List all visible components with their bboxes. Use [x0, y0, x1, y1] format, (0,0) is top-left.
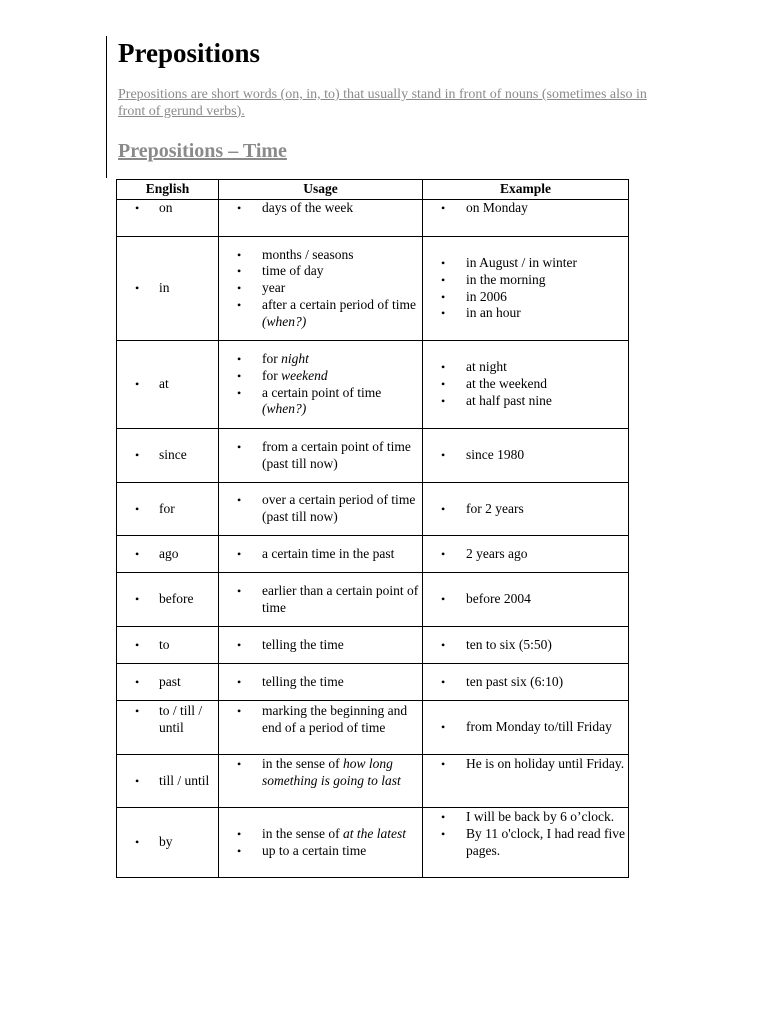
- list-item: [117, 447, 218, 464]
- example-cell: [423, 536, 629, 573]
- usage-text: year: [262, 280, 286, 296]
- list-item: [117, 834, 218, 851]
- list-item: [423, 255, 628, 272]
- section-heading: Prepositions – Time: [118, 140, 287, 162]
- usage-cell: [219, 808, 423, 878]
- list-item: [117, 773, 218, 790]
- example-text: since 1980: [466, 447, 525, 463]
- list-item: [117, 591, 218, 608]
- list-item: [219, 297, 422, 331]
- example-cell: [423, 341, 629, 429]
- usage-italic-text: night: [281, 350, 309, 366]
- example-text: 2 years ago: [466, 545, 528, 561]
- list-item: [117, 637, 218, 654]
- example-cell: [423, 483, 629, 536]
- preposition-text: before: [159, 591, 194, 607]
- list-item: [219, 546, 422, 563]
- usage-text: for: [262, 367, 282, 383]
- preposition-text: till / until: [159, 772, 210, 788]
- usage-italic-text: at the latest: [342, 825, 406, 841]
- example-cell: [423, 701, 629, 755]
- example-text: ten to six (5:50): [466, 636, 552, 652]
- list-item: [423, 272, 628, 289]
- example-text: ten past six (6:10): [466, 673, 564, 689]
- usage-cell: [219, 483, 423, 536]
- english-cell: [117, 808, 219, 878]
- table-row: [117, 200, 629, 237]
- table-row: [117, 536, 629, 573]
- english-cell: [117, 755, 219, 808]
- list-item: [219, 200, 422, 217]
- list-item: [219, 280, 422, 297]
- english-cell: [117, 536, 219, 573]
- example-text: in August / in winter: [466, 254, 577, 270]
- example-text: from Monday to/till Friday: [466, 719, 612, 735]
- list-item: [423, 546, 628, 563]
- preposition-text: at: [159, 376, 169, 392]
- usage-text: months / seasons: [262, 246, 354, 262]
- page-margin-line: [106, 36, 107, 178]
- list-item: [219, 439, 422, 473]
- header-example: Example: [423, 180, 629, 200]
- usage-text: a certain point of time: [262, 384, 382, 400]
- english-cell: [117, 627, 219, 664]
- example-text: at the weekend: [466, 376, 547, 392]
- preposition-text: for: [159, 500, 175, 516]
- table-row: [117, 429, 629, 483]
- usage-text: telling the time: [262, 673, 344, 689]
- header-usage: Usage: [219, 180, 423, 200]
- example-text: I will be back by 6 o’clock.: [466, 809, 615, 824]
- english-cell: [117, 200, 219, 237]
- example-cell: [423, 627, 629, 664]
- usage-text: from a certain point of time (past till now): [262, 438, 411, 471]
- table-body: [117, 200, 629, 878]
- list-item: [219, 492, 422, 526]
- list-item: [219, 583, 422, 617]
- list-item: [423, 447, 628, 464]
- table-row: [117, 755, 629, 808]
- list-item: [423, 637, 628, 654]
- prepositions-time-table: [116, 179, 629, 878]
- table-row: [117, 237, 629, 341]
- list-item: [423, 826, 628, 860]
- list-item: [219, 703, 422, 737]
- usage-text: in the sense of: [262, 756, 343, 771]
- list-item: [423, 200, 628, 217]
- english-cell: [117, 429, 219, 483]
- usage-text: marking the beginning and end of a period of time: [262, 703, 408, 735]
- usage-italic-text: (when?): [262, 313, 307, 329]
- example-cell: [423, 200, 629, 237]
- usage-italic-text: weekend: [281, 367, 328, 383]
- list-item: [117, 546, 218, 563]
- intro-paragraph: Prepositions are short words (on, in, to) that usually stand in front of nouns (sometimes also in front of gerund verbs).: [118, 87, 647, 119]
- preposition-text: ago: [159, 545, 179, 561]
- example-cell: [423, 429, 629, 483]
- usage-text: after a certain period of time: [262, 296, 417, 312]
- example-cell: [423, 237, 629, 341]
- table-row: [117, 808, 629, 878]
- table-row: [117, 483, 629, 536]
- usage-cell: [219, 429, 423, 483]
- usage-text: in the sense of: [262, 825, 343, 841]
- example-text: He is on holiday until Friday.: [466, 756, 625, 771]
- list-item: [219, 756, 422, 790]
- list-item: [423, 359, 628, 376]
- list-item: [423, 376, 628, 393]
- usage-cell: [219, 573, 423, 627]
- usage-cell: [219, 200, 423, 237]
- list-item: [423, 289, 628, 306]
- table-row: [117, 341, 629, 429]
- example-text: for 2 years: [466, 500, 524, 516]
- usage-cell: [219, 701, 423, 755]
- example-text: By 11 o'clock, I had read five pages.: [466, 825, 626, 858]
- list-item: [423, 719, 628, 736]
- usage-text: for: [262, 350, 282, 366]
- usage-cell: [219, 341, 423, 429]
- usage-cell: [219, 755, 423, 808]
- usage-text: up to a certain time: [262, 842, 367, 858]
- list-item: [219, 263, 422, 280]
- list-item: [423, 305, 628, 322]
- example-text: in an hour: [466, 305, 521, 321]
- list-item: [117, 703, 218, 737]
- list-item: [117, 376, 218, 393]
- example-text: before 2004: [466, 591, 531, 607]
- list-item: [219, 674, 422, 691]
- usage-text: telling the time: [262, 636, 344, 652]
- english-cell: [117, 701, 219, 755]
- usage-cell: [219, 664, 423, 701]
- usage-text: time of day: [262, 263, 324, 279]
- list-item: [219, 351, 422, 368]
- preposition-text: past: [159, 673, 181, 689]
- usage-cell: [219, 536, 423, 573]
- usage-text: over a certain period of time (past till now): [262, 492, 416, 524]
- usage-text: a certain time in the past: [262, 545, 395, 561]
- preposition-text: since: [159, 447, 187, 463]
- english-cell: [117, 341, 219, 429]
- list-item: [423, 501, 628, 518]
- header-english: English: [117, 180, 219, 200]
- english-cell: [117, 664, 219, 701]
- preposition-text: on: [159, 200, 173, 215]
- list-item: [117, 501, 218, 518]
- preposition-text: in: [159, 280, 170, 296]
- list-item: [117, 674, 218, 691]
- list-item: [423, 393, 628, 410]
- table-row: [117, 664, 629, 701]
- table-row: [117, 573, 629, 627]
- example-text: in 2006: [466, 288, 507, 304]
- list-item: [219, 385, 422, 419]
- list-item: [117, 280, 218, 297]
- english-cell: [117, 237, 219, 341]
- list-item: [423, 591, 628, 608]
- example-cell: [423, 664, 629, 701]
- list-item: [423, 756, 628, 773]
- example-text: at half past nine: [466, 392, 552, 408]
- example-text: on Monday: [466, 200, 528, 215]
- usage-italic-text: how long something is going to last: [262, 756, 401, 788]
- preposition-text: by: [159, 834, 173, 850]
- list-item: [423, 674, 628, 691]
- example-cell: [423, 755, 629, 808]
- example-text: at night: [466, 359, 507, 375]
- table-header-row: [117, 180, 629, 200]
- table-row: [117, 701, 629, 755]
- preposition-text: to / till / until: [159, 703, 203, 735]
- page-title: Prepositions: [118, 38, 261, 68]
- preposition-text: to: [159, 636, 170, 652]
- table-row: [117, 627, 629, 664]
- example-cell: [423, 808, 629, 878]
- example-cell: [423, 573, 629, 627]
- usage-cell: [219, 237, 423, 341]
- usage-text: days of the week: [262, 200, 354, 215]
- usage-cell: [219, 627, 423, 664]
- list-item: [219, 826, 422, 843]
- usage-italic-text: (when?): [262, 401, 307, 417]
- english-cell: [117, 573, 219, 627]
- list-item: [219, 843, 422, 860]
- list-item: [219, 368, 422, 385]
- english-cell: [117, 483, 219, 536]
- list-item: [219, 637, 422, 654]
- usage-text: earlier than a certain point of time: [262, 582, 419, 615]
- list-item: [423, 809, 628, 826]
- example-text: in the morning: [466, 271, 546, 287]
- list-item: [117, 200, 218, 217]
- list-item: [219, 247, 422, 264]
